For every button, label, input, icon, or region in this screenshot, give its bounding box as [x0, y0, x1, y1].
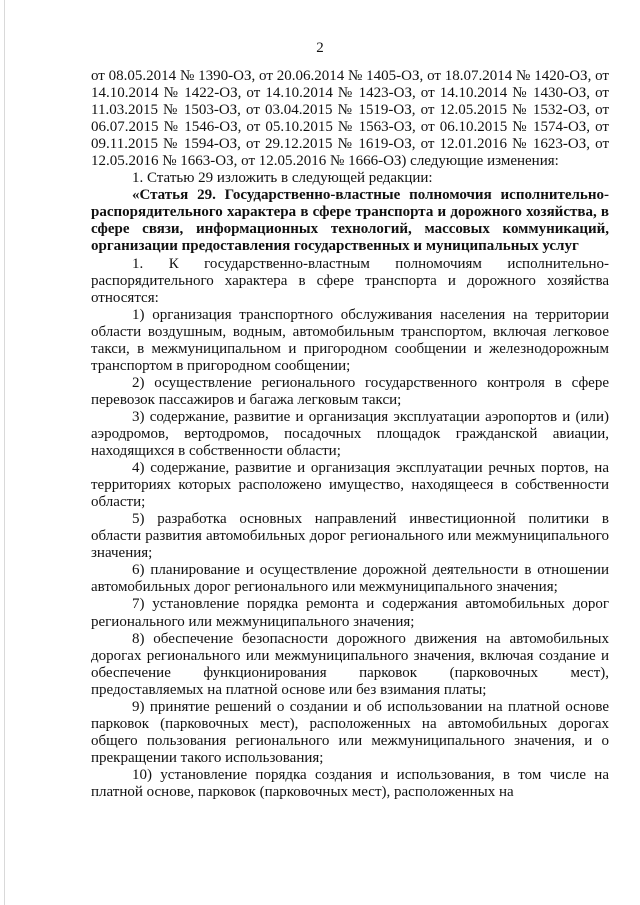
list-item-7: 7) установление порядка ремонта и содержания автомобильных дорог регионального или межмуниципального значения;: [91, 596, 609, 630]
list-item-5: 5) разработка основных направлений инвестиционной политики в области развития автомобильных дорог регионального или межмуниципального значения;: [91, 511, 609, 562]
paragraph-item-1: 1. Статью 29 изложить в следующей редакции:: [132, 170, 433, 187]
list-item-2: 2) осуществление регионального государственного контроля в сфере перевозок пассажиров и багажа легковым такси;: [91, 374, 609, 408]
list-item-4: 4) содержание, развитие и организация эксплуатации речных портов, на территориях которых расположено имущество, находящееся в собственности области;: [91, 460, 609, 511]
list-item-3: 3) содержание, развитие и организация эксплуатации аэропортов и (или) аэродромов, вертодромов, посадочных площадок гражданской авиации, находящихся в собственности области;: [91, 408, 609, 460]
document-body: [91, 68, 609, 801]
paragraph-clause-1: 1. К государственно-властным полномочиям исполнительно-распорядительного характера в сфере транспорта и дорожного хозяйства относятся:: [91, 255, 609, 306]
page-number: 2: [316, 40, 324, 56]
list-item-8: 8) обеспечение безопасности дорожного движения на автомобильных дорогах регионального или межмуниципального значения, включая создание и обеспечение функционирования парковок (парковочных мест), предоставляемых на платной основе или без взимания платы;: [91, 630, 609, 698]
list-item-9: 9) принятие решений о создании и об использовании на платной основе парковок (парковочных мест), расположенных на автомобильных дорогах общего пользования регионального или межмуниципального значения, и о прекращении такого использования;: [91, 698, 609, 766]
article-29-heading: «Статья 29. Государственно-властные полномочия исполнительно-распорядительного характера в сфере транспорта и дорожного хозяйства, в сфере связи, информационных технологий, массовых коммуникаций, организации предоставления государственных и муниципальных услуг: [91, 187, 609, 255]
list-item-6: 6) планирование и осуществление дорожной деятельности в отношении автомобильных дорог регионального или межмуниципального значения;: [91, 562, 609, 596]
list-item-10: 10) установление порядка создания и использования, в том числе на платной основе, парковок (парковочных мест), расположенных на: [91, 766, 609, 800]
paragraph-amendment-list: от 08.05.2014 № 1390-ОЗ, от 20.06.2014 № 1405-ОЗ, от 18.07.2014 № 1420-ОЗ, от 14.10.2014 № 1422-ОЗ, от 14.10.2014 № 1423-ОЗ, от 14.10.2014 № 1430-ОЗ, от 11.03.2015 № 1503-ОЗ, от 03.04.2015 № 1519-ОЗ, от 12.05.2015 № 1532-ОЗ, от 06.07.2015 № 1546-ОЗ, от 05.10.2015 № 1563-ОЗ, от 06.10.2015 № 1574-ОЗ, от 09.11.2015 № 1594-ОЗ, от 29.12.2015 № 1619-ОЗ, от 12.01.2016 № 1623-ОЗ, от 12.05.2016 № 1663-ОЗ, от 12.05.2016 № 1666-ОЗ) следующие изменения:: [91, 68, 609, 170]
scan-edge-line: [4, 0, 5, 905]
list-item-1: 1) организация транспортного обслуживания населения на территории области воздушным, водным, автомобильным транспортом, включая легковое такси, в межмуниципальном и пригородном сообщении и железнодорожным транспортом в пригородном сообщении;: [91, 306, 609, 374]
